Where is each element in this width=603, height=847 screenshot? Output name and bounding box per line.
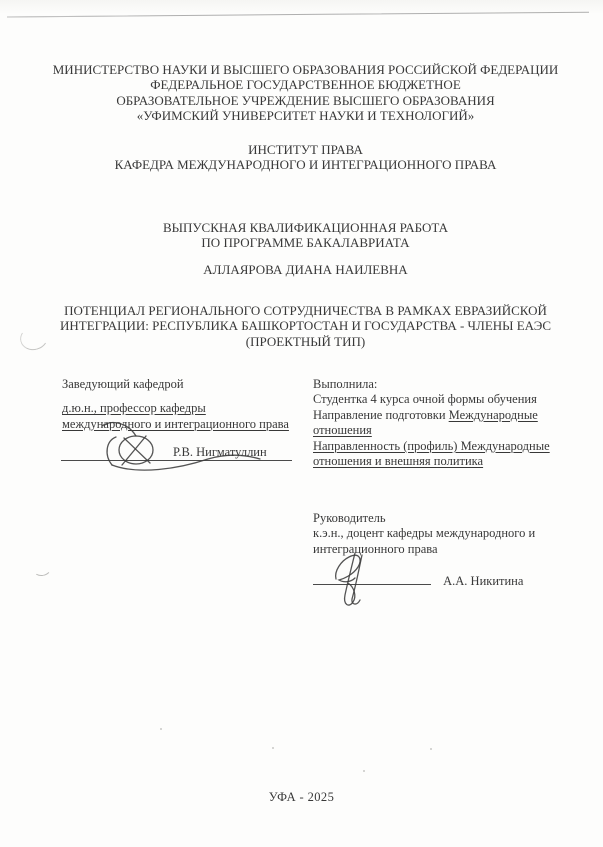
direction-value-part2: отношения: [313, 423, 372, 438]
head-credential-line-1: д.ю.н., профессор кафедры: [62, 401, 206, 415]
supervisor-heading: Руководитель: [313, 511, 386, 525]
supervisor-credential-line-1: к.э.н., доцент кафедры международного и: [313, 526, 536, 541]
student-profile-line-1: [313, 439, 581, 454]
scan-speck: [160, 728, 162, 730]
scan-speck: [272, 747, 274, 749]
ministry-line-1: МИНИСТЕРСТВО НАУКИ И ВЫСШЕГО ОБРАЗОВАНИЯ РОССИЙСКОЙ ФЕДЕРАЦИИ: [52, 62, 559, 77]
scan-speck: [363, 770, 365, 772]
city-year-footer: УФА - 2025: [268, 790, 335, 804]
student-block: [313, 377, 581, 469]
thesis-title-line-1: ПОТЕНЦИАЛ РЕГИОНАЛЬНОГО СОТРУДНИЧЕСТВА В РАМКАХ ЕВРАЗИЙСКОЙ: [64, 303, 547, 318]
student-direction-line: [313, 408, 581, 423]
supervisor-signature: [331, 549, 383, 611]
work-type-line-1: ВЫПУСКНАЯ КВАЛИФИКАЦИОННАЯ РАБОТА: [162, 220, 449, 235]
ministry-header: [33, 62, 578, 124]
head-of-department-signature: [88, 417, 268, 475]
thesis-title-line-2: ИНТЕГРАЦИИ: РЕСПУБЛИКА БАШКОРТОСТАН И ГОСУДАРСТВА - ЧЛЕНЫ ЕАЭС: [59, 318, 551, 334]
student-profile-line-2: [313, 454, 581, 469]
student-direction-line-2: [313, 423, 581, 438]
ministry-line-2: ФЕДЕРАЛЬНОЕ ГОСУДАРСТВЕННОЕ БЮДЖЕТНОЕ: [150, 77, 461, 93]
work-type-header: [33, 220, 578, 251]
thesis-title: [33, 303, 578, 349]
head-of-department-heading: Заведующий кафедрой: [62, 377, 184, 391]
supervisor-signer-name: А.А. Никитина: [443, 574, 524, 589]
student-heading: Выполнила:: [313, 377, 378, 391]
scan-speck: [430, 748, 432, 750]
direction-value-part1: Международные: [448, 407, 538, 422]
head-signer-name: Р.В. Нигматуллин: [173, 445, 267, 459]
work-type-line-2: ПО ПРОГРАММЕ БАКАЛАВРИАТА: [201, 235, 410, 251]
direction-label: Направление подготовки: [313, 407, 449, 422]
profile-value-part1: Направленность (профиль) Международные: [313, 438, 550, 453]
institute-name: ИНСТИТУТ ПРАВА: [248, 142, 363, 157]
scan-edge-line: [0, 0, 603, 24]
supervisor-credential-line-2: интеграционного права: [313, 541, 438, 556]
institute-header: [33, 142, 578, 173]
profile-value-part2: отношения и внешняя политика: [313, 454, 484, 469]
ministry-line-3: ОБРАЗОВАТЕЛЬНОЕ УЧРЕЖДЕНИЕ ВЫСШЕГО ОБРАЗОВАНИЯ: [116, 92, 495, 108]
pen-mark-lower: [32, 561, 52, 577]
student-course-line: Студентка 4 курса очной формы обучения: [313, 392, 537, 407]
thesis-title-line-3: (ПРОЕКТНЫЙ ТИП): [245, 333, 366, 349]
university-name: «УФИМСКИЙ УНИВЕРСИТЕТ НАУКИ И ТЕХНОЛОГИЙ»: [136, 108, 475, 124]
head-credential-line-2: международного и интеграционного права: [62, 416, 289, 431]
department-name: КАФЕДРА МЕЖДУНАРОДНОГО И ИНТЕГРАЦИОННОГО ПРАВА: [114, 157, 497, 173]
author-name: АЛЛАЯРОВА ДИАНА НАИЛЕВНА: [203, 262, 408, 277]
